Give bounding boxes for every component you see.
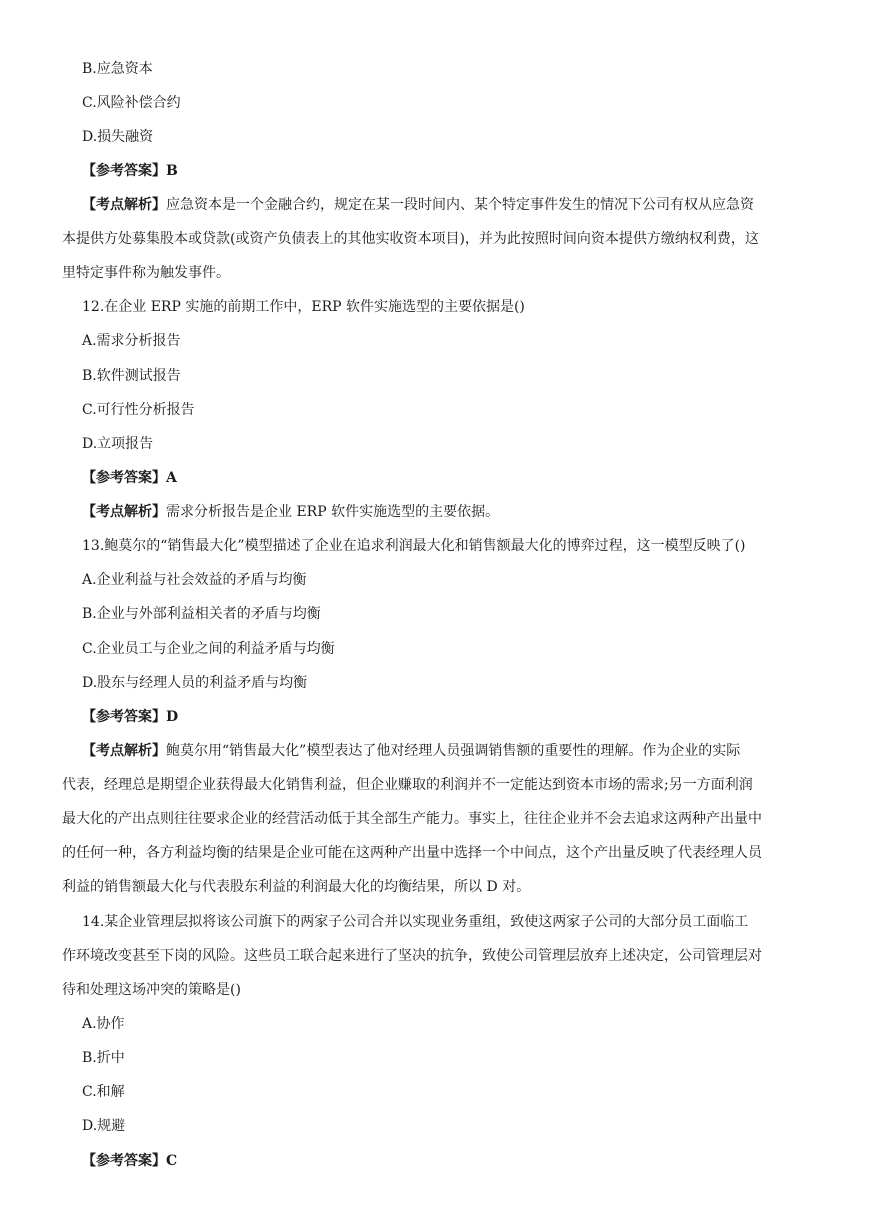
q11-option-c: C.风险补偿合约 — [82, 95, 181, 111]
q13-answer — [82, 707, 178, 727]
q14-option-a: A.协作 — [82, 1016, 125, 1032]
q13-analysis-line-1: 【考点解析】鲍莫尔用“销售最大化”模型表达了他对经理人员强调销售额的重要性的理解。作为企业的实际 — [82, 743, 741, 759]
q14-option-c: C.和解 — [82, 1084, 125, 1100]
q12-option-c: C.可行性分析报告 — [82, 402, 195, 418]
q14-option-d: D.规避 — [82, 1118, 126, 1134]
q13-analysis-line-3: 最大化的产出点则往往要求企业的经营活动低于其全部生产能力。事实上，往往企业并不会去追求这两种产出量中 — [62, 811, 762, 827]
q14-question-line-3: 待和处理这场冲突的策略是() — [62, 982, 241, 998]
answer-label: 【参考答案】 — [82, 709, 166, 725]
q14-answer — [82, 1151, 177, 1171]
analysis-label: 【考点解析】 — [82, 504, 166, 520]
q13-analysis-line-4: 的任何一种，各方利益均衡的结果是企业可能在这两种产出量中选择一个中间点，这个产出量反映了代表经理人员 — [62, 845, 762, 861]
q12-question: 12.在企业 ERP 实施的前期工作中，ERP 软件实施选型的主要依据是() — [82, 299, 525, 315]
q12-option-b: B.软件测试报告 — [82, 368, 181, 384]
q12-option-a: A.需求分析报告 — [82, 333, 181, 349]
q14-question-line-1: 14.某企业管理层拟将该公司旗下的两家子公司合并以实现业务重组，致使这两家子公司的大部分员工面临工 — [82, 914, 749, 930]
analysis-label: 【考点解析】 — [82, 197, 166, 213]
q13-analysis-line-5: 利益的销售额最大化与代表股东利益的利润最大化的均衡结果，所以 D 对。 — [62, 879, 531, 895]
answer-label: 【参考答案】 — [82, 1153, 166, 1169]
answer-value: A — [166, 470, 177, 486]
q13-option-b: B.企业与外部利益相关者的矛盾与均衡 — [82, 606, 321, 622]
q12-option-d: D.立项报告 — [82, 436, 154, 452]
q13-analysis-line-2: 代表，经理总是期望企业获得最大化销售利益，但企业赚取的利润并不一定能达到资本市场的需求;另一方面利润 — [62, 777, 753, 793]
q11-analysis-line-3: 里特定事件称为触发事件。 — [62, 265, 230, 281]
q13-option-d: D.股东与经理人员的利益矛盾与均衡 — [82, 675, 308, 691]
analysis-label: 【考点解析】 — [82, 743, 166, 759]
q13-option-c: C.企业员工与企业之间的利益矛盾与均衡 — [82, 641, 335, 657]
q14-option-b: B.折中 — [82, 1050, 125, 1066]
q11-option-b: B.应急资本 — [82, 61, 153, 77]
q12-answer — [82, 468, 177, 488]
answer-label: 【参考答案】 — [82, 470, 166, 486]
answer-value: B — [166, 163, 178, 179]
answer-value: D — [166, 709, 179, 725]
q11-analysis-line-1: 【考点解析】应急资本是一个金融合约，规定在某一段时间内、某个特定事件发生的情况下公司有权从应急资 — [82, 197, 754, 213]
q13-option-a: A.企业利益与社会效益的矛盾与均衡 — [82, 572, 307, 588]
q11-option-d: D.损失融资 — [82, 129, 154, 145]
q13-question: 13.鲍莫尔的“销售最大化”模型描述了企业在追求利润最大化和销售额最大化的博弈过程，这一模型反映了() — [82, 538, 746, 554]
q14-question-line-2: 作环境改变甚至下岗的风险。这些员工联合起来进行了坚决的抗争，致使公司管理层放弃上述决定，公司管理层对 — [62, 948, 762, 964]
q11-answer — [82, 161, 178, 181]
q12-analysis: 【考点解析】需求分析报告是企业 ERP 软件实施选型的主要依据。 — [82, 504, 500, 520]
answer-label: 【参考答案】 — [82, 163, 166, 179]
answer-value: C — [166, 1153, 178, 1169]
q11-analysis-line-2: 本提供方处募集股本或贷款(或资产负债表上的其他实收资本项目)，并为此按照时间向资本提供方缴纳权利费，这 — [62, 231, 759, 247]
